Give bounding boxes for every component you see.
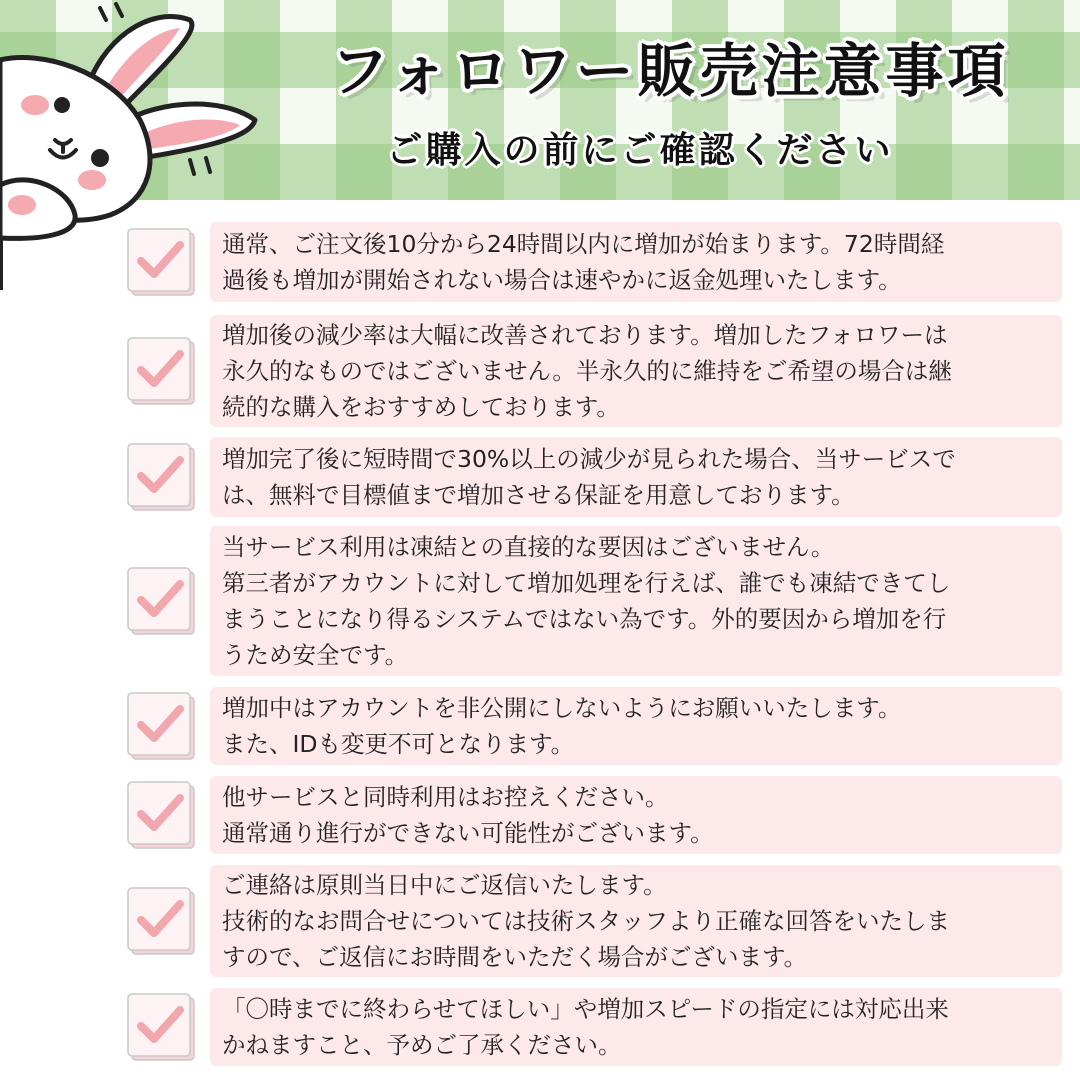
notice-item-text: 他サービスと同時利用はお控えください。 通常通り進行ができない可能性がございます。 bbox=[222, 783, 714, 847]
notice-item-text: 通常、ご注文後10分から24時間以内に増加が始まります。72時間経 過後も増加が開始されない場合は速やかに返金処理いたします。 bbox=[222, 230, 945, 294]
check-icon bbox=[124, 689, 198, 763]
notice-item-text: ご連絡は原則当日中にご返信いたします。 技術的なお問合せについては技術スタッフより正確な回答をいたしま すので、ご返信にお時間をいただく場合がございます。 bbox=[222, 871, 951, 971]
check-icon bbox=[124, 990, 198, 1064]
check-icon bbox=[124, 440, 198, 514]
notice-item-text: 「〇時までに終わらせてほしい」や増加スピードの指定には対応出来 かねますこと、予めご了承ください。 bbox=[222, 995, 949, 1059]
check-icon bbox=[124, 778, 198, 852]
page-subtitle: ご購入の前にご確認ください bbox=[386, 130, 894, 171]
notice-item-text: 増加後の減少率は大幅に改善されております。増加したフォロワーは 永久的なものではございません。半永久的に維持をご希望の場合は継 続的な購入をおすすめしております。 bbox=[222, 321, 952, 421]
check-icon bbox=[124, 225, 198, 299]
check-icon bbox=[124, 564, 198, 638]
notice-item-text: 増加完了後に短時間で30%以上の減少が見られた場合、当サービスで は、無料で目標値まで増加させる保証を用意しております。 bbox=[222, 445, 956, 509]
check-icon bbox=[124, 334, 198, 408]
check-icon bbox=[124, 884, 198, 958]
notice-item-text: 増加中はアカウントを非公開にしないようにお願いいたします。 また、IDも変更不可となります。 bbox=[222, 694, 902, 758]
notice-item-text: 当サービス利用は凍結との直接的な要因はございません。 第三者がアカウントに対して増加処理を行えば、誰でも凍結できてし まうことになり得るシステムではない為です。外的要因から増加を行 うため安全です。 bbox=[222, 533, 951, 669]
page-title: フォロワー販売注意事項 bbox=[330, 37, 1010, 105]
